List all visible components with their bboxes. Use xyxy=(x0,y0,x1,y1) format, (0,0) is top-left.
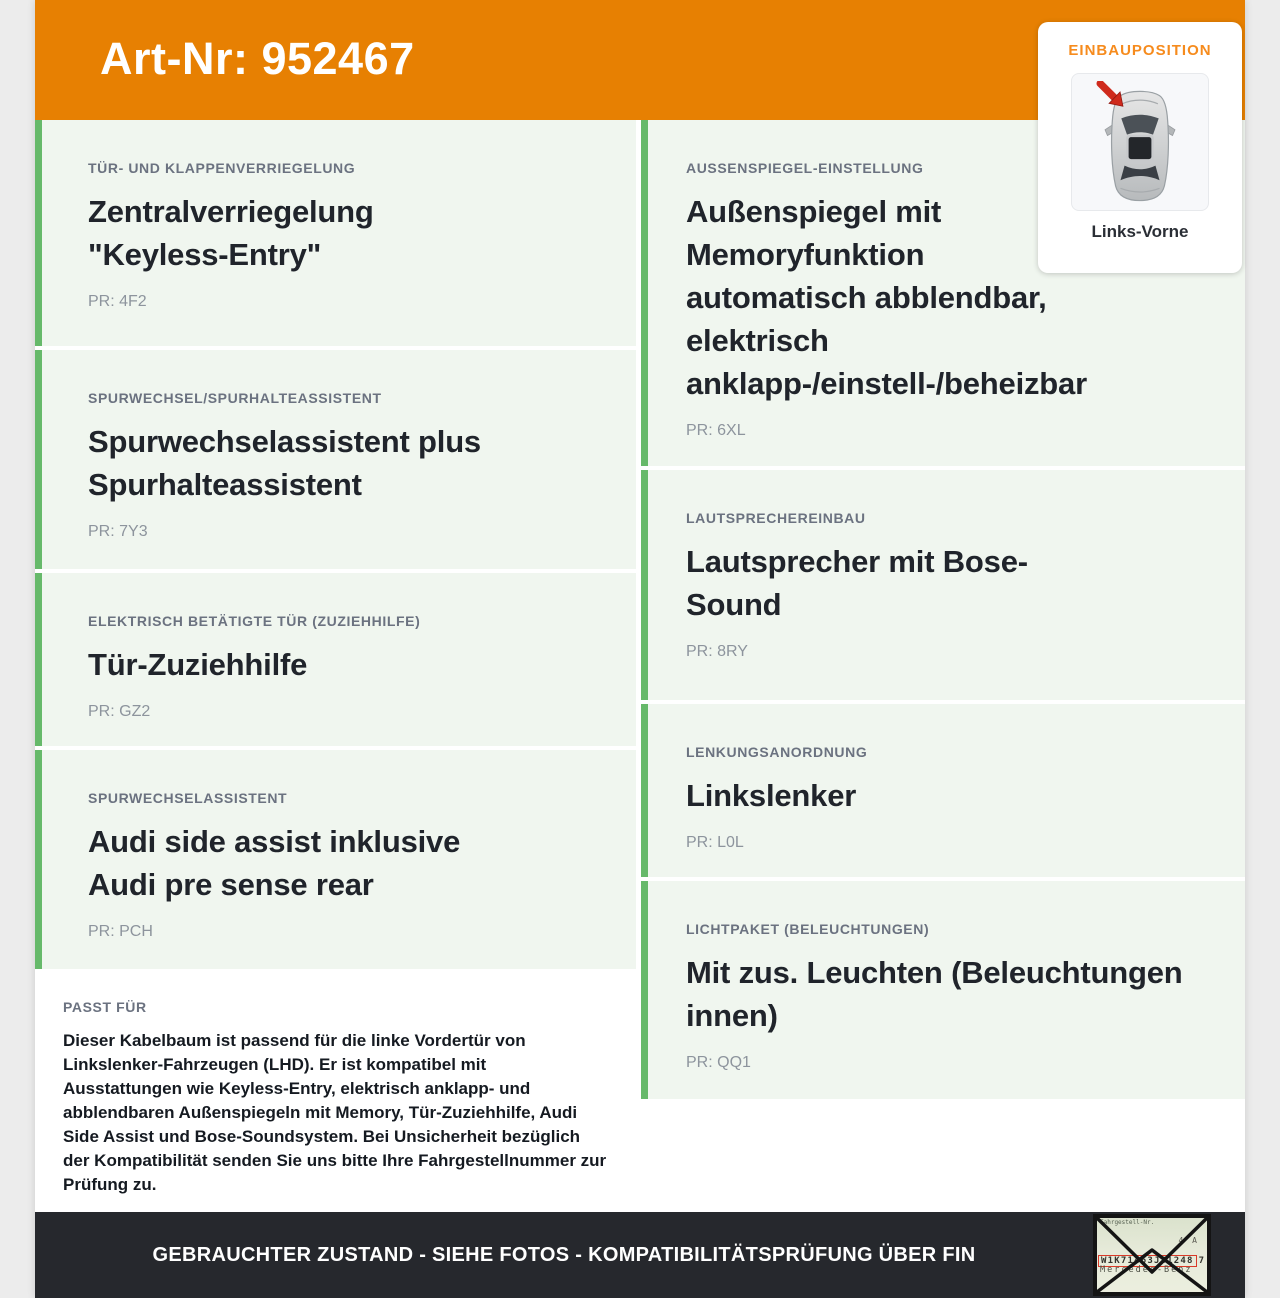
article-number-title: Art-Nr: 952467 xyxy=(100,33,415,84)
feature-card xyxy=(35,750,636,969)
feature-card xyxy=(35,120,636,346)
feature-category-label: LAUTSPRECHEREINBAU xyxy=(686,510,866,526)
einbauposition-card xyxy=(1038,22,1242,273)
feature-pr-code: PR: QQ1 xyxy=(686,1054,751,1071)
feature-category-label: LICHTPAKET (BELEUCHTUNGEN) xyxy=(686,921,930,937)
feature-title: Außenspiegel mit Memoryfunktion automatisch abblendbar, elektrisch anklapp⁠-⁠/⁠einstell⁠-⁠/⁠beheizbar xyxy=(686,194,1087,401)
feature-pr-code: PR: 6XL xyxy=(686,422,746,439)
feature-title: Spurwechselassistent plus Spurhalteassistent xyxy=(88,424,481,502)
feature-card xyxy=(35,573,636,746)
feature-title: Lautsprecher mit Bose-Sound xyxy=(686,544,1028,622)
feature-category-label: LENKUNGSANORDNUNG xyxy=(686,744,868,760)
feature-card-list-left xyxy=(35,120,636,969)
footer-bar xyxy=(35,1212,1245,1298)
feature-category-label: AUSSENSPIEGEL-EINSTELLUNG xyxy=(686,160,924,176)
feature-category-label: ELEKTRISCH BETÄTIGTE TÜR (ZUZIEHHILFE) xyxy=(88,613,421,629)
feature-card xyxy=(35,350,636,569)
vehicle-registration-stamp xyxy=(1093,1214,1211,1296)
car-position-image xyxy=(1071,73,1209,211)
feature-title: Tür-Zuziehhilfe xyxy=(88,647,308,682)
feature-title: Mit zus. Leuchten (Beleuchtungen innen) xyxy=(686,955,1183,1033)
feature-title: Linkslenker xyxy=(686,778,857,813)
feature-card xyxy=(641,704,1245,877)
feature-title: Zentralverriegelung "Keyless⁠-⁠Entry" xyxy=(88,194,374,272)
einbauposition-value: Links-Vorne xyxy=(1091,222,1189,241)
footer-condition-note: GEBRAUCHTER ZUSTAND - SIEHE FOTOS - KOMPATIBILITÄTSPRÜFUNG ÜBER FIN xyxy=(152,1243,976,1266)
features-grid xyxy=(35,120,1245,1212)
stamp-vin: W1K71463J31248 xyxy=(1098,1255,1197,1267)
feature-pr-code: PR: PCH xyxy=(88,923,153,940)
stamp-brand: Mercedes-Benz xyxy=(1100,1265,1193,1275)
passt-fuer-label: PASST FÜR xyxy=(63,999,147,1015)
passt-fuer-text: Dieser Kabelbaum ist passend für die linke Vordertür von Linkslenker-Fahrzeugen (LHD). Er ist kompatibel mit Ausstattungen wie Keyless-Entry, elektrisch anklapp- und abblendbaren Außenspiegeln mit Memory, Tür-Zuziehhilfe, Audi Side Assist und Bose-Soundsystem. Bei Unsicherheit bezüglich der Kompatibilität senden Sie uns bitte Ihre Fahrgestellnummer zur Prüfung zu. xyxy=(63,1031,607,1194)
passt-fuer-card xyxy=(35,973,636,1212)
feature-card xyxy=(641,881,1245,1099)
feature-pr-code: PR: L0L xyxy=(686,834,744,851)
feature-title: Audi side assist inklusive Audi pre sense rear xyxy=(88,824,461,902)
car-top-view-icon xyxy=(1088,81,1192,203)
feature-pr-code: PR: 7Y3 xyxy=(88,523,148,540)
feature-pr-code: PR: 8RY xyxy=(686,643,748,660)
features-column-left xyxy=(35,120,636,1212)
features-column-right xyxy=(641,120,1245,1212)
stamp-field-label: Fahrgestell-Nr. xyxy=(1100,1219,1155,1226)
feature-pr-code: PR: 4F2 xyxy=(88,293,147,310)
feature-category-label: SPURWECHSELASSISTENT xyxy=(88,790,288,806)
feature-category-label: SPURWECHSEL/SPURHALTEASSISTENT xyxy=(88,390,382,406)
envelope-icon xyxy=(1093,1214,1211,1296)
feature-pr-code: PR: GZ2 xyxy=(88,703,151,720)
einbauposition-title: EINBAUPOSITION xyxy=(1068,42,1212,59)
stamp-field-number: 4 A xyxy=(1178,1236,1199,1245)
stamp-vin-check-digit: 7 xyxy=(1198,1256,1205,1266)
feature-card xyxy=(641,470,1245,700)
feature-category-label: TÜR- UND KLAPPENVERRIEGELUNG xyxy=(88,160,356,176)
